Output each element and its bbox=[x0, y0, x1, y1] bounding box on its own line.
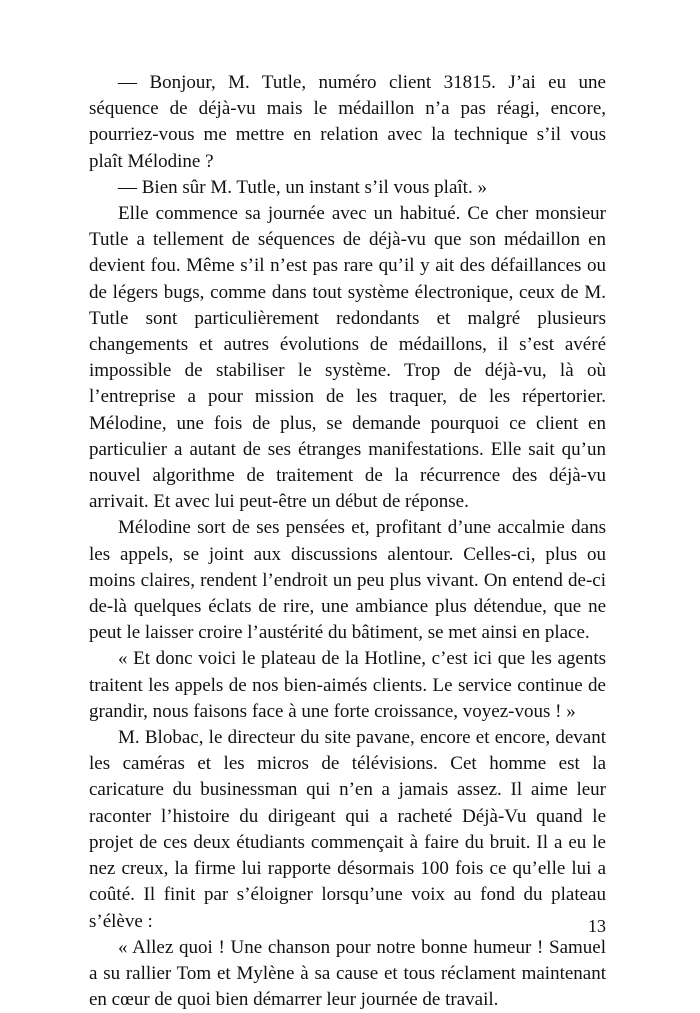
paragraph-habitue: Elle commence sa journée avec un habitué. Ce cher monsieur Tutle a tellement de séquences de déjà-vu que son médaillon en devient fou. Même s’il n’est pas rare qu’il y ait des défaillances ou de légers bugs, comme dans tout système électronique, ceux de M. Tutle sont particulièrement redondants et malgré plusieurs changements et autres évolutions de médaillons, il s’est avéré impossible de stabiliser le système. Trop de déjà-vu, là où l’entreprise a pour mission de les traquer, de les répertorier. Mélodine, une fois de plus, se demande pourquoi ce client en particulier a autant de ses étranges manifestations. Elle sait qu’un nouvel algorithme de traitement de la récurrence des déjà-vu arrivait. Et avec lui peut-être un début de réponse. bbox=[89, 203, 606, 513]
paragraph-hotline: « Et donc voici le plateau de la Hotline, c’est ici que les agents traitent les appels de nos bien-aimés clients. Le service continue de grandir, nous faisons face à une forte croissance, voyez-vous ! » bbox=[89, 648, 606, 722]
paragraph-pensees: Mélodine sort de ses pensées et, profitant d’une accalmie dans les appels, se joint aux discussions alentour. Celles-ci, plus ou moins claires, rendent l’endroit un peu plus vivant. On entend de-ci de-là quelques éclats de rire, une ambiance plus détendue, que ne peut le laisser croire l’austérité du bâtiment, se met ainsi en place. bbox=[89, 517, 606, 644]
paragraph-blobac: M. Blobac, le directeur du site pavane, encore et encore, devant les caméras et les micros de télévisions. Cet homme est la caricature du businessman qui n’en a jamais assez. Il aime leur raconter l’histoire du dirigeant qui a racheté Déjà-Vu quand le projet de ces deux étudiants commençait à faire du bruit. Il a eu le nez creux, la firme lui rapporte désormais 100 fois ce qu’elle lui a coûté. Il finit par s’éloigner lorsqu’une voix au fond du plateau s’élève : bbox=[89, 727, 606, 932]
body-text bbox=[89, 70, 606, 1013]
paragraph-dialogue-bien-sur: — Bien sûr M. Tutle, un instant s’il vous plaît. » bbox=[118, 176, 487, 198]
page-number: 13 bbox=[588, 916, 606, 936]
paragraph-dialogue-bonjour: — Bonjour, M. Tutle, numéro client 31815. J’ai eu une séquence de déjà-vu mais le médaillon n’a pas réagi, encore, pourriez-vous me mettre en relation avec la technique s’il vous plaît Mélodine ? bbox=[89, 72, 606, 172]
paragraph-chanson: « Allez quoi ! Une chanson pour notre bonne humeur ! Samuel a su rallier Tom et Mylène à sa cause et tous réclament maintenant en cœur de quoi bien démarrer leur journée de travail. bbox=[89, 936, 606, 1011]
